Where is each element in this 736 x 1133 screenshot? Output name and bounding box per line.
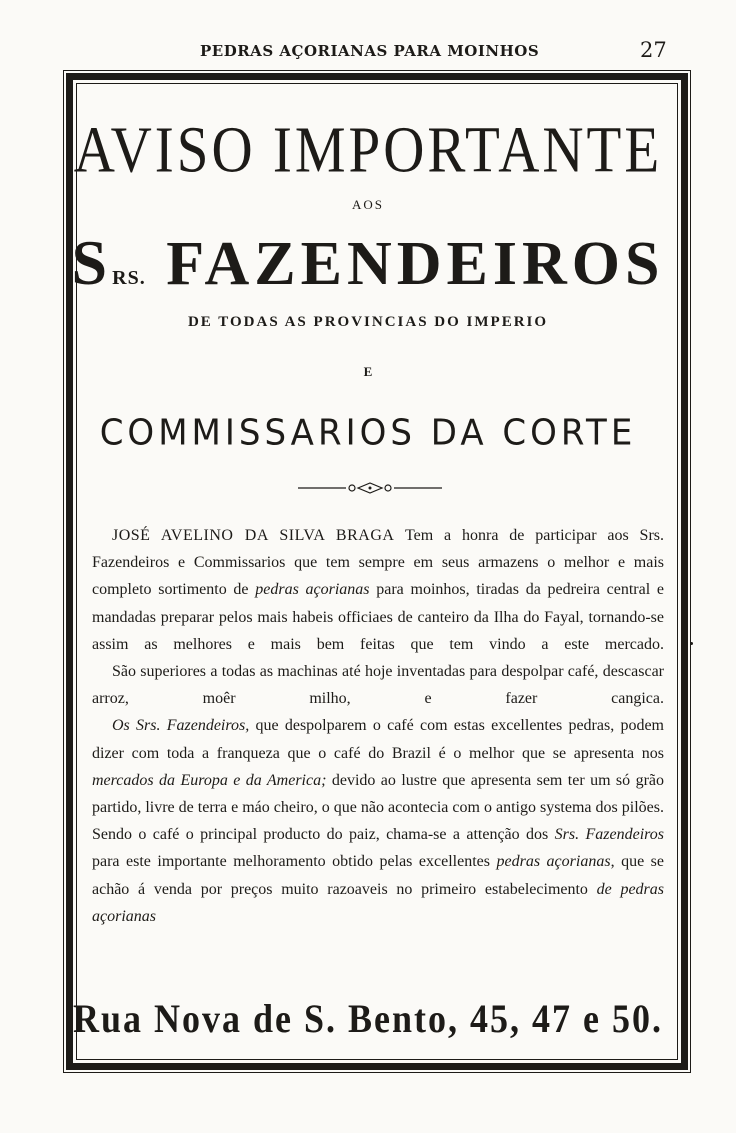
notice-provinces: DE TODAS AS PROVINCIAS DO IMPERIO — [187, 314, 549, 330]
paragraph-3-text-c: para este importante melhoramento obtido pelas excellentes — [92, 853, 497, 871]
ornament-divider-icon — [296, 481, 444, 495]
paragraph-1 — [92, 522, 664, 658]
paragraph-1-text-b: para moinhos, tiradas da pedreira central e mandadas preparar pelos mais habeis officiaes de canteiro da Ilha do Fayal, tornando-se assim as melhores e mais bem feitas que tem vindo a este mercado. — [92, 581, 665, 653]
paragraph-3-text-d: , que se achão á venda por preços muito razoaveis no primeiro estabelecimento — [92, 853, 664, 898]
page-header — [0, 40, 736, 66]
paragraph-3-emphasis-1: Os Srs. Fazendeiros, — [112, 717, 250, 735]
paragraph-3 — [92, 712, 664, 930]
paragraph-3-text-b: devido ao lustre que apresenta sem ter um só grão partido, livre de terra e máo cheiro, o que não acontecia com o antigo systema dos pilões. Sendo o café o principal producto do paiz, chama-se a attenção dos — [92, 771, 665, 844]
merchant-name: JOSÉ AVELINO DA SILVA BRAGA — [112, 527, 395, 544]
paragraph-3-emphasis-5: de pedras açorianas — [92, 880, 665, 925]
addressee-s: S — [71, 227, 113, 298]
paragraph-1-text-a: Tem a honra de participar aos Srs. Fazendeiros e Commissarios que tem sempre em seus armazens o melhor e mais completo sortimento de — [92, 527, 665, 599]
notice-conjunction: E — [363, 364, 373, 379]
speck-mark — [690, 642, 693, 645]
paragraph-3-text-a: que despolparem o café com estas excellentes pedras, podem dizer com toda a franqueza que o café do Brazil é o melhor que se apresenta nos — [92, 717, 664, 762]
notice-addressee — [0, 226, 736, 300]
notice-title: AVISO IMPORTANTE — [73, 114, 663, 187]
shop-address: Rua Nova de S. Bento, 45, 47 e 50. — [72, 996, 664, 1041]
notice-commissarios: COMMISSARIOS DA CORTE — [99, 412, 637, 454]
paragraph-1-emphasis: pedras açorianas — [255, 581, 370, 599]
notice-body — [92, 522, 664, 930]
notice-aos: AOS — [351, 197, 384, 212]
paragraph-3-emphasis-4: pedras açorianas — [496, 853, 611, 871]
addressee-main: FAZENDEIROS — [166, 230, 665, 298]
paragraph-3-emphasis-3: Srs. Fazendeiros — [554, 826, 664, 844]
page-number: 27 — [640, 38, 667, 62]
running-title: PEDRAS AÇORIANAS PARA MOINHOS — [200, 42, 540, 60]
paragraph-2-text: São superiores a todas as machinas até hoje inventadas para despolpar café, descascar arroz, moêr milho, e fazer cangica. — [92, 663, 664, 708]
paragraph-2 — [92, 658, 664, 712]
addressee-rs: RS. — [112, 267, 146, 289]
paragraph-3-emphasis-2: mercados da Europa e da America; — [92, 771, 327, 789]
